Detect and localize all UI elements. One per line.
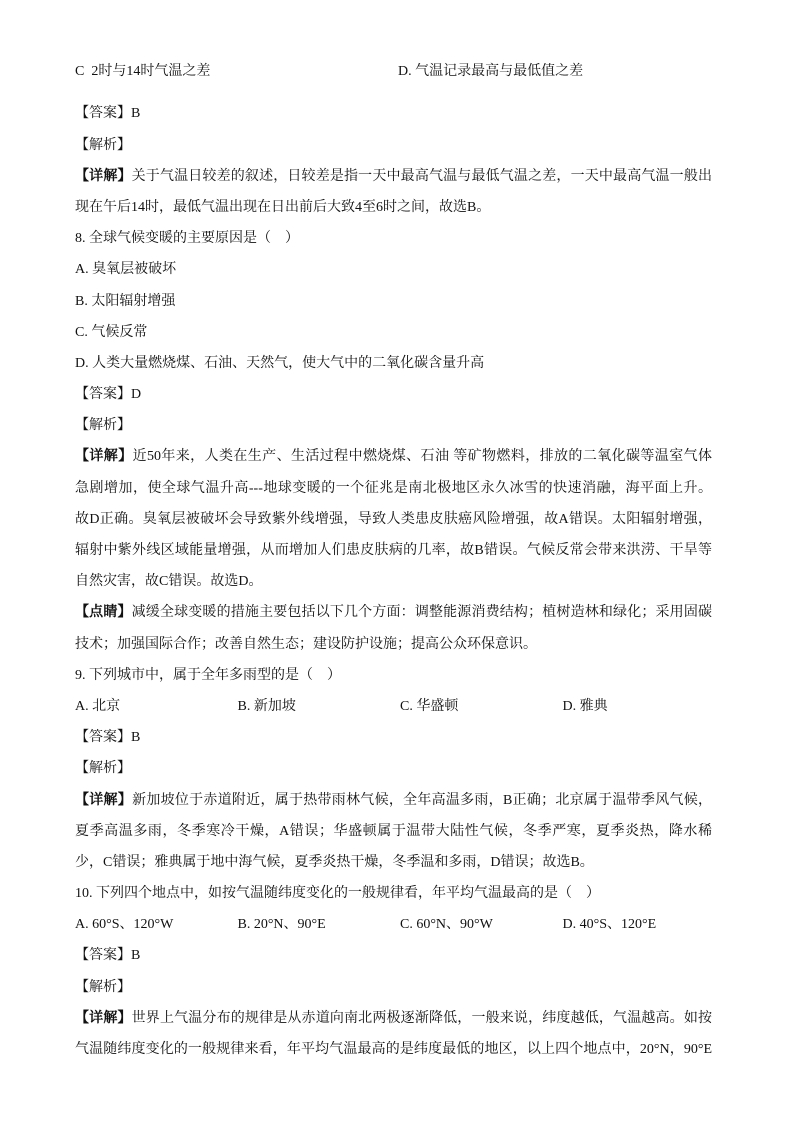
- question-8-answer: [75, 379, 712, 410]
- question-9-analysis-heading: 【解析】: [75, 761, 131, 777]
- question-8-analysis-heading: 【解析】: [75, 418, 131, 434]
- answer-tag: 【答案】: [75, 106, 131, 122]
- question-9-answer: [75, 722, 712, 753]
- question-9-stem: 9. 下列城市中，属于全年多雨型的是（ ）: [75, 667, 341, 683]
- question-10-option-d: D. 40°S、120°E: [562, 917, 657, 933]
- question-7-option-c: C 2时与14时气温之差: [75, 64, 211, 80]
- question-9-detail-line: 少，C错误；雅典属于地中海气候，夏季炎热干燥，冬季温和多雨，D错误；故选B。: [75, 854, 594, 870]
- question-10-option-c: C. 60°N、90°W: [400, 917, 493, 933]
- detail-text: 新加坡位于赤道附近，属于热带雨林气候，全年高温多雨，B正确；北京属于温带季风气候，: [132, 792, 712, 808]
- question-10-analysis-heading: 【解析】: [75, 979, 131, 995]
- question-10: [75, 878, 712, 1065]
- question-8-detail-line: 急剧增加，使全球气温升高---地球变暖的一个征兆是南北极地区永久冰雪的快速消融，海平面上升。: [75, 480, 712, 496]
- question-9-option-d: D. 雅典: [562, 698, 608, 714]
- question-8-detail-line: [75, 441, 712, 472]
- question-8-detail-line: 故D正确。臭氧层被破坏会导致紫外线增强，导致人类患皮肤癌风险增强，故A错误。太阳辐射增强，: [75, 511, 712, 527]
- question-8-detail-line: 辐射中紫外线区域能量增强，从而增加人们患皮肤病的几率，故B错误。气候反常会带来洪涝、干旱等: [75, 543, 712, 558]
- question-7-detail-line: 现在午后14时，最低气温出现在日出前后大致4至6时之间，故选B。: [75, 199, 491, 215]
- exam-page-content: [75, 56, 712, 1065]
- question-7-detail-line: [75, 161, 712, 192]
- question-8-option-b: B. 太阳辐射增强: [75, 293, 176, 309]
- answer-value: B: [131, 730, 141, 746]
- question-7: [75, 56, 712, 223]
- tip-tag: 【点睛】: [75, 605, 132, 621]
- detail-tag: 【详解】: [75, 449, 133, 465]
- answer-tag: 【答案】: [75, 730, 131, 746]
- question-10-stem: 10. 下列四个地点中，如按气温随纬度变化的一般规律看，年平均气温最高的是（ ）: [75, 886, 600, 902]
- answer-value: B: [131, 948, 141, 964]
- detail-text: 近50年来，人类在生产、生活过程中燃烧煤、石油 等矿物燃料，排放的二氧化碳等温室气体: [132, 449, 712, 465]
- question-9-option-a: A. 北京: [75, 698, 121, 714]
- detail-text: 世界上气温分布的规律是从赤道向南北两极逐渐降低，一般来说，纬度越低，气温越高。如按: [131, 1010, 712, 1026]
- question-9-option-b: B. 新加坡: [237, 698, 296, 714]
- answer-tag: 【答案】: [75, 387, 131, 403]
- question-10-option-b: B. 20°N、90°E: [237, 917, 326, 933]
- question-8-option-a: A. 臭氧层被破坏: [75, 262, 177, 278]
- question-7-analysis-heading: 【解析】: [75, 137, 131, 153]
- detail-text: 关于气温日较差的叙述，日较差是指一天中最高气温与最低气温之差，一天中最高气温一般出: [131, 168, 712, 184]
- question-7-options-row: [75, 56, 712, 87]
- tip-text: 减缓全球变暖的措施主要包括以下几个方面：调整能源消费结构；植树造林和绿化；采用固碳: [131, 605, 712, 621]
- question-8-option-d: D. 人类大量燃烧煤、石油、天然气，使大气中的二氧化碳含量升高: [75, 355, 485, 371]
- question-8-detail-line: 自然灾害，故C错误。故选D。: [75, 574, 263, 590]
- question-7-option-d: D. 气温记录最高与最低值之差: [398, 64, 584, 80]
- question-10-answer: [75, 940, 712, 971]
- answer-value: B: [131, 106, 141, 122]
- question-10-options-row: [75, 909, 712, 940]
- question-10-detail-line: [75, 1003, 712, 1034]
- question-8-tip-line: 技术；加强国际合作；改善自然生态；建设防护设施；提高公众环保意识。: [75, 636, 537, 652]
- answer-value: D: [131, 387, 142, 403]
- question-9-detail-line: [75, 785, 712, 816]
- detail-tag: 【详解】: [75, 1010, 132, 1026]
- question-9-option-c: C. 华盛顿: [400, 698, 459, 714]
- question-9-detail-line: 夏季高温多雨，冬季寒冷干燥，A错误；华盛顿属于温带大陆性气候，冬季严寒，夏季炎热，降水稀: [75, 823, 712, 839]
- question-9: [75, 660, 712, 878]
- question-7-answer: [75, 98, 712, 129]
- question-8-option-c: C. 气候反常: [75, 324, 148, 340]
- answer-tag: 【答案】: [75, 948, 131, 964]
- question-9-options-row: [75, 691, 712, 722]
- question-8: [75, 223, 712, 660]
- question-10-option-a: A. 60°S、120°W: [75, 917, 174, 933]
- question-8-tip-line: [75, 597, 712, 628]
- detail-tag: 【详解】: [75, 792, 133, 808]
- question-8-stem: 8. 全球气候变暖的主要原因是（ ）: [75, 231, 299, 247]
- detail-tag: 【详解】: [75, 168, 132, 184]
- question-10-detail-line: 气温随纬度变化的一般规律来看，年平均气温最高的是纬度最低的地区，以上四个地点中，20°N，90°E: [75, 1042, 712, 1057]
